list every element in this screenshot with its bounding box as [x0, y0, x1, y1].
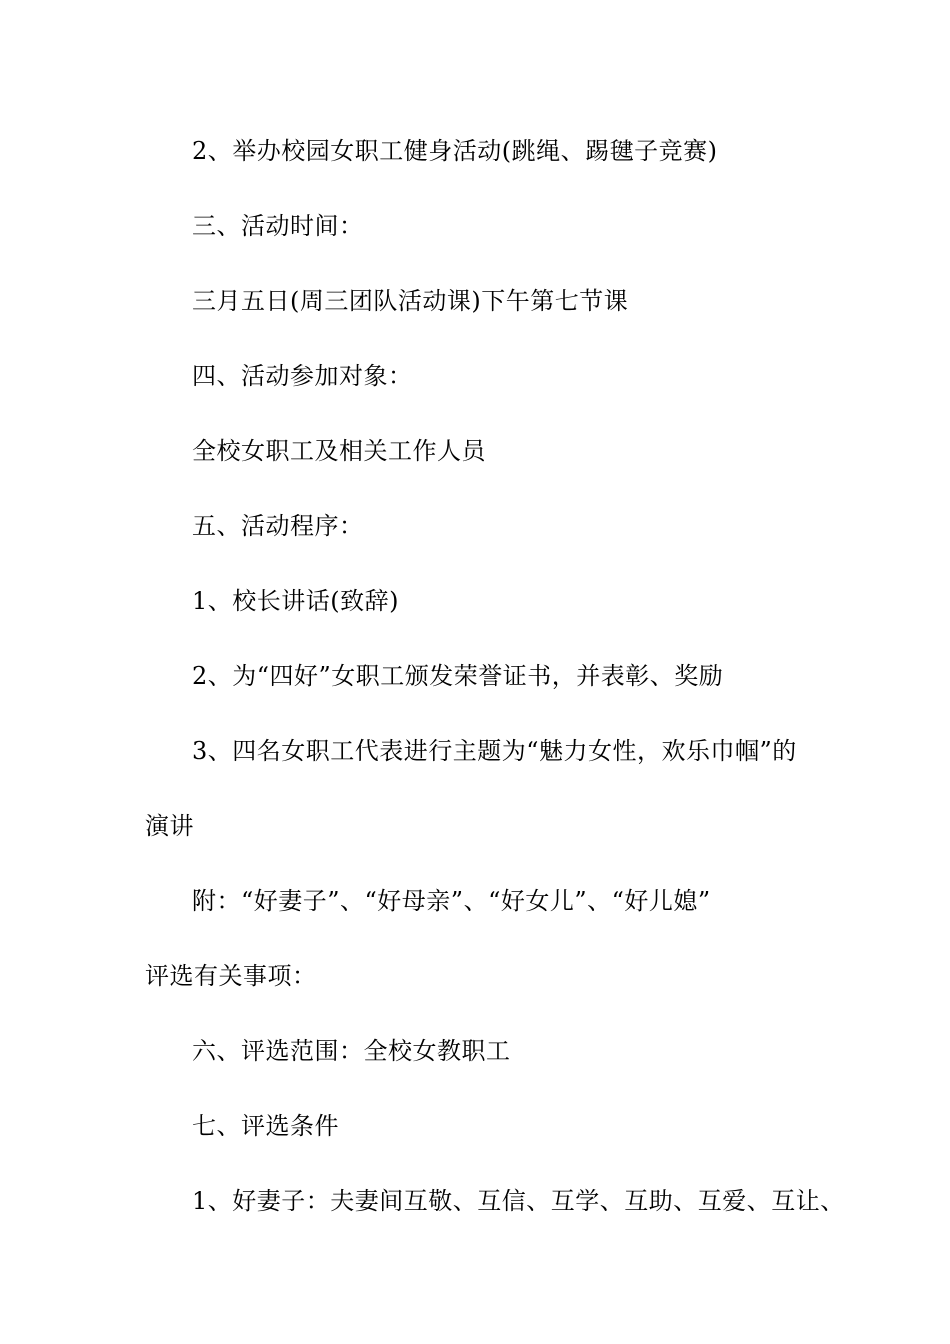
heading-activity-time: 三、活动时间： [192, 212, 364, 240]
procedure-item-3: 3、四名女职工代表进行主题为“魅力女性，欢乐巾帼”的 [192, 737, 797, 765]
heading-selection-scope: 六、评选范围：全校女教职工 [192, 1037, 511, 1065]
criteria-item-1: 1、好妻子：夫妻间互敬、互信、互学、互助、互爱、互让、 [192, 1187, 845, 1215]
appendix-note-continued: 评选有关事项： [145, 962, 317, 990]
appendix-note: 附：“好妻子”、“好母亲”、“好女儿”、“好儿媳” [192, 887, 711, 915]
heading-procedure: 五、活动程序： [192, 512, 364, 540]
procedure-item-1: 1、校长讲话(致辞) [192, 587, 399, 615]
paragraph-activity-time: 三月五日(周三团队活动课)下午第七节课 [192, 287, 629, 315]
paragraph-participants: 全校女职工及相关工作人员 [192, 437, 486, 465]
paragraph-activity-fitness: 2、举办校园女职工健身活动(跳绳、踢毽子竞赛) [192, 137, 718, 165]
heading-participants: 四、活动参加对象： [192, 362, 413, 390]
procedure-item-3-continued: 演讲 [145, 812, 194, 840]
heading-selection-criteria: 七、评选条件 [192, 1112, 339, 1140]
procedure-item-2: 2、为“四好”女职工颁发荣誉证书，并表彰、奖励 [192, 662, 724, 690]
